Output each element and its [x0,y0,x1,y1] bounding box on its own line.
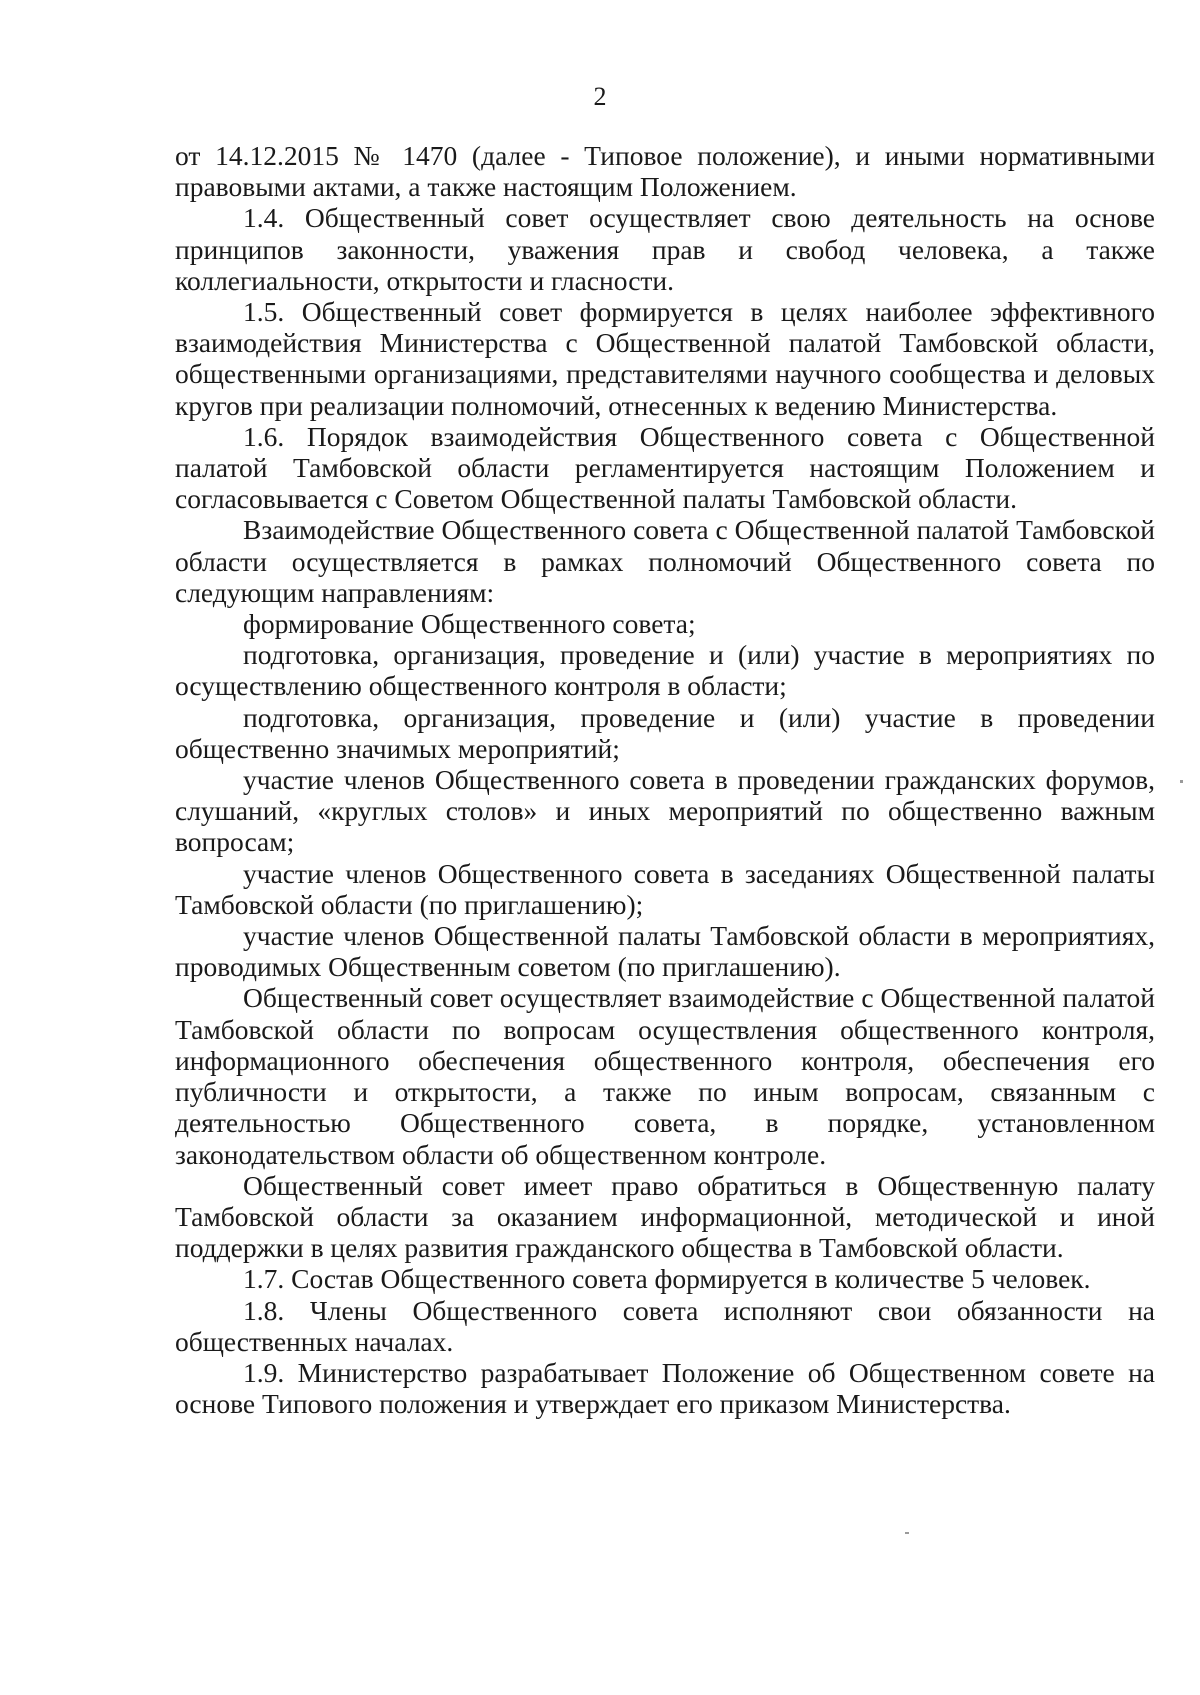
paragraph: от 14.12.2015 № 1470 (далее - Типовое положение), и иными нормативными правовыми актами, а также настоящим Положением. [175,140,1155,203]
paragraph: 1.7. Состав Общественного совета формируется в количестве 5 человек. [243,1263,1091,1295]
paragraph: 1.5. Общественный совет формируется в целях наиболее эффективного взаимодействия Министерства с Общественной палатой Тамбовской области, общественными организациями, представителями научного сообщества и деловых кругов при реализации полномочий, отнесенных к ведению Министерства. [175,296,1155,421]
paragraph: участие членов Общественного совета в проведении гражданских форумов, слушаний, «круглых столов» и иных мероприятий по общественно важным вопросам; [175,764,1155,858]
scan-artifact [905,1532,909,1534]
paragraph: подготовка, организация, проведение и (или) участие в мероприятиях по осуществлению общественного контроля в области; [175,639,1155,702]
paragraph: 1.8. Члены Общественного совета исполняют свои обязанности на общественных началах. [175,1294,1155,1357]
paragraph: 1.9. Министерство разрабатывает Положение об Общественном совете на основе Типового положения и утверждает его приказом Министерства. [175,1356,1155,1420]
paragraph: подготовка, организация, проведение и (или) участие в проведении общественно значимых мероприятий; [175,701,1155,764]
paragraph: Общественный совет осуществляет взаимодействие с Общественной палатой Тамбовской области по вопросам осуществления общественного контроля, информационного обеспечения общественного контроля, обеспечения его публичности и открытости, а также по иным вопросам, связанным с деятельностью Общественного совета, в порядке, установленном законодательством области об общественном контроле. [175,982,1155,1170]
paragraph: формирование Общественного совета; [243,608,696,640]
paragraph: участие членов Общественной палаты Тамбовской области в мероприятиях, проводимых Общественным советом (по приглашению). [175,920,1155,983]
scan-artifact [1180,780,1183,783]
paragraph: Взаимодействие Общественного совета с Общественной палатой Тамбовской области осуществляется в рамках полномочий Общественного совета по следующим направлениям: [175,514,1155,608]
document-body [175,140,1155,1419]
paragraph: 1.4. Общественный совет осуществляет свою деятельность на основе принципов законности, уважения прав и свобод человека, а также коллегиальности, открытости и гласности. [175,202,1155,296]
paragraph: участие членов Общественного совета в заседаниях Общественной палаты Тамбовской области (по приглашению); [175,857,1155,920]
paragraph: Общественный совет имеет право обратиться в Общественную палату Тамбовской области за оказанием информационной, методической и иной поддержки в целях развития гражданского общества в Тамбовской области. [175,1169,1155,1264]
page-number: 2 [593,82,607,111]
paragraph: 1.6. Порядок взаимодействия Общественного совета с Общественной палатой Тамбовской области регламентируется настоящим Положением и согласовывается с Советом Общественной палаты Тамбовской области. [175,420,1155,515]
